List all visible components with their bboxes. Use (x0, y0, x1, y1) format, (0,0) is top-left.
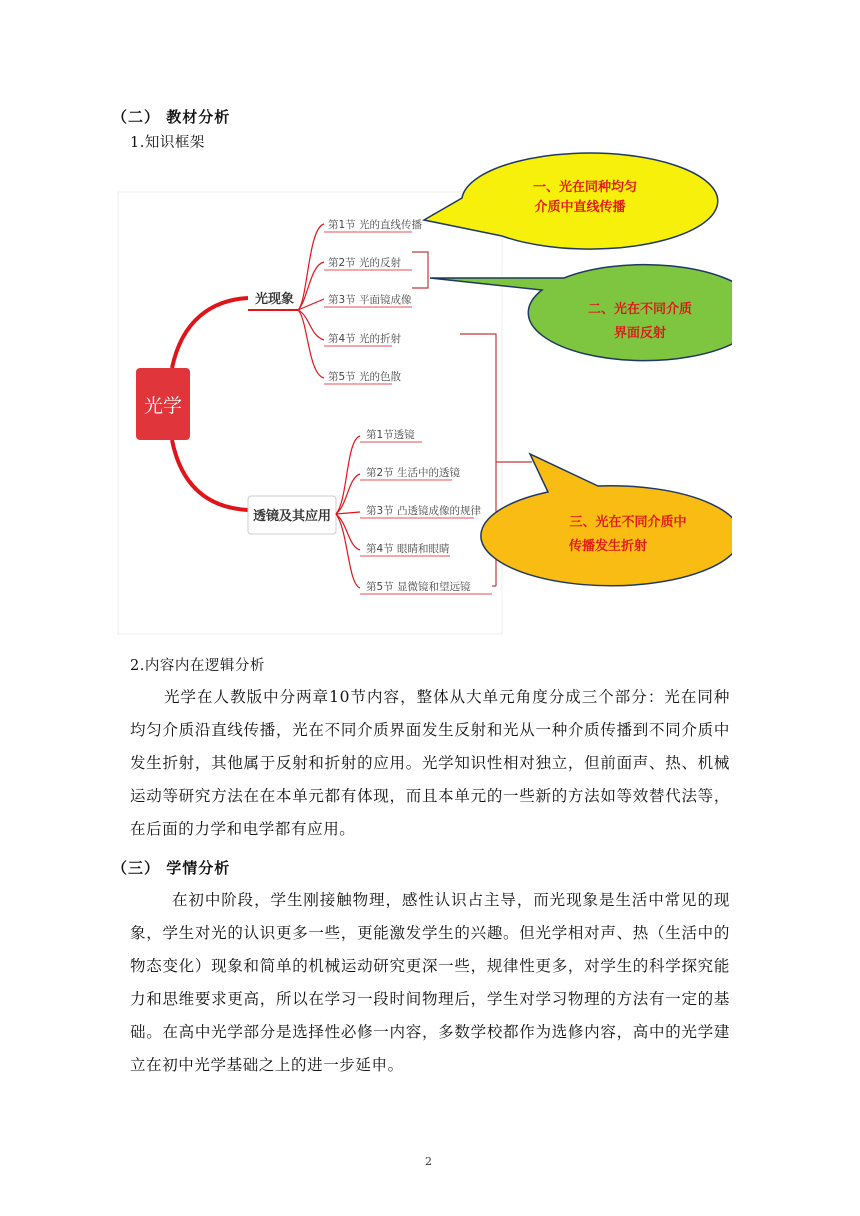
branch2-item-1: 第1节透镜 (366, 429, 415, 441)
mindmap-svg (112, 150, 732, 640)
callout-1-line1: 一、光在同种均匀 (532, 180, 638, 195)
subheading-logic-analysis: 2.内容内在逻辑分析 (130, 658, 265, 674)
branch-label-2: 透镜及其应用 (252, 509, 332, 524)
branch2-item-4: 第4节 眼睛和眼睛 (366, 543, 450, 555)
branch1-item-2: 第2节 光的反射 (328, 257, 402, 269)
root-label: 光学 (143, 395, 183, 417)
callout-3-line1: 三、光在不同介质中 (569, 515, 687, 530)
knowledge-mindmap (112, 150, 732, 640)
branch2-item-3: 第3节 凸透镜成像的规律 (366, 505, 482, 517)
section-heading-3: （三） 学情分析 (112, 859, 231, 877)
branch1-item-5: 第5节 光的色散 (328, 371, 402, 383)
section-heading-2: （二） 教材分析 (112, 108, 231, 126)
branch2-item-2: 第2节 生活中的透镜 (366, 467, 461, 479)
branch1-item-1: 第1节 光的直线传播 (328, 219, 423, 231)
callout-2-line1: 二、光在不同介质 (587, 302, 693, 317)
callout-1-line2: 介质中直线传播 (534, 200, 626, 215)
subheading-knowledge-framework: 1.知识框架 (130, 135, 205, 151)
logic-analysis-paragraph: 光学在人教版中分两章10节内容，整体从大单元角度分成三个部分：光在同种均匀介质沿直线传播，光在不同介质界面发生反射和光从一种介质传播到不同介质中发生折射，其他属于反射和折射的应用。光学知识性相对独立，但前面声、热、机械运动等研究方法在在本单元都有体现，而且本单元的一些新的方法如等效替代法等，在后面的力学和电学都有应用。 (130, 688, 730, 838)
branch-label-1: 光现象 (255, 292, 295, 307)
page-number: 2 (425, 1155, 432, 1168)
branch2-item-5: 第5节 显微镜和望远镜 (366, 581, 471, 593)
callout-2-line2: 界面反射 (613, 326, 667, 341)
callout-3-line2: 传播发生折射 (568, 539, 648, 554)
branch1-item-3: 第3节 平面镜成像 (328, 294, 412, 306)
learner-analysis-paragraph: 在初中阶段，学生刚接触物理，感性认识占主导，而光现象是生活中常见的现象，学生对光的认识更多一些，更能激发学生的兴趣。但光学相对声、热（生活中的物态变化）现象和简单的机械运动研究更深一些，规律性更多，对学生的科学探究能力和思维要求更高，所以在学习一段时间物理后，学生对学习物理的方法有一定的基础。在高中光学部分是选择性必修一内容，多数学校都作为选修内容，高中的光学建立在初中光学基础之上的进一步延申。 (130, 891, 730, 1074)
branch1-item-4: 第4节 光的折射 (328, 333, 402, 345)
